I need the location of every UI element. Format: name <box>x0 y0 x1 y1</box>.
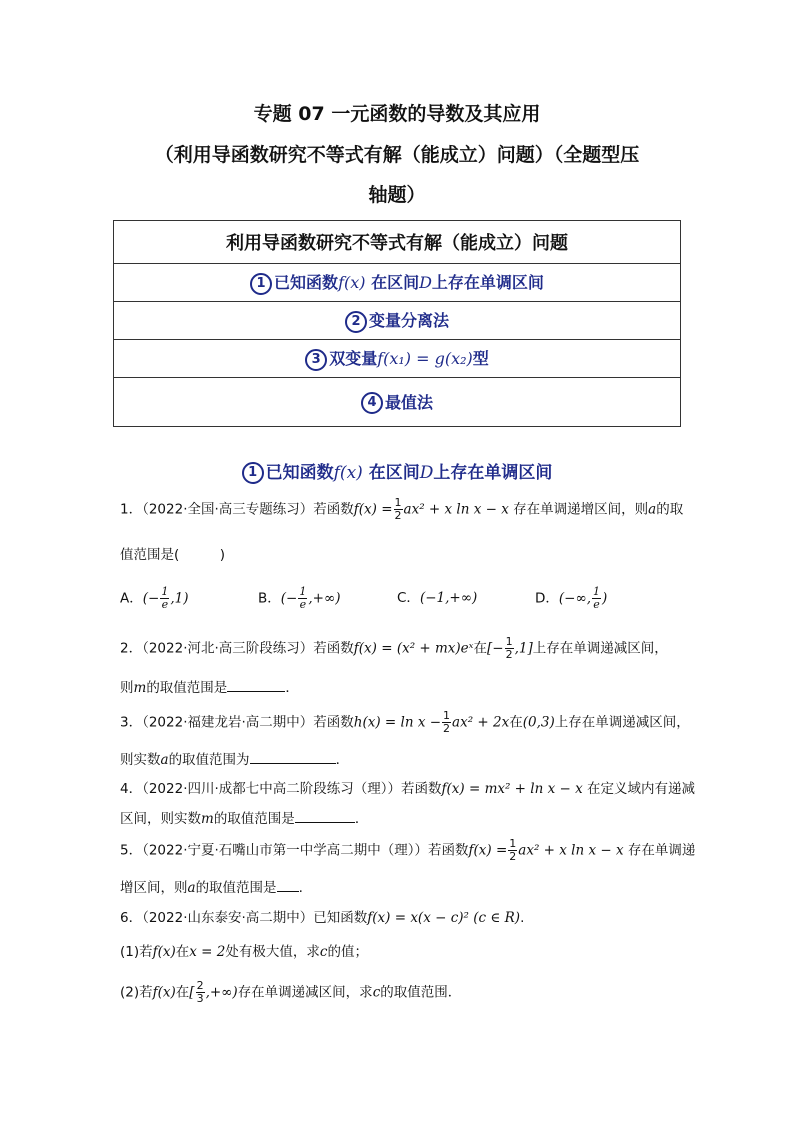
section-text: 上存在单调区间 <box>433 463 553 483</box>
question-text: 在 <box>509 714 523 731</box>
circled-number: 1 <box>242 462 264 484</box>
question-5-cont: 增区间，则a的取值范围是 . <box>120 880 303 896</box>
answer-blank[interactable] <box>277 891 299 892</box>
question-1 <box>120 497 683 522</box>
math-expr: (0,3) <box>522 714 555 731</box>
math-expr: ax² + 2x <box>452 714 510 731</box>
math-expr: f(x) = <box>353 501 393 518</box>
topic-table <box>113 220 681 427</box>
answer-blank[interactable] <box>227 691 285 692</box>
option-b: B．(− $\frac{1}{e}$ ,+∞) <box>258 585 341 611</box>
topic-text: 在区间 <box>371 273 420 293</box>
question-text: 上存在单调递减区间， <box>554 714 690 731</box>
math-expr: D <box>419 463 434 483</box>
circled-number: 2 <box>345 311 367 333</box>
topic-text: 上存在单调区间 <box>431 273 544 293</box>
question-text: 上存在单调递减区间， <box>532 640 668 657</box>
question-text: 在 <box>473 640 487 657</box>
topic-item-4 <box>114 378 681 427</box>
question-text: 2．（2022·河北·高三阶段练习）若函数 <box>120 640 354 657</box>
option-a: A．(− $\frac{1}{e}$ ,1) <box>120 585 189 611</box>
math-expr: [− <box>486 640 504 657</box>
topic-item-2 <box>114 302 681 340</box>
answer-blank[interactable] <box>295 822 355 823</box>
topic-text: 双变量 <box>329 349 378 369</box>
math-expr: f(x) <box>333 463 363 483</box>
question-5 <box>120 838 695 863</box>
question-text: 6．（2022·山东泰安·高二期中）已知函数 <box>120 910 368 926</box>
math-expr: f(x) <box>338 273 366 293</box>
question-text: . <box>520 910 525 926</box>
math-var: a <box>648 501 657 518</box>
circled-number: 1 <box>250 273 272 295</box>
section-heading <box>0 458 794 484</box>
topic-table-header: 利用导函数研究不等式有解（能成立）问题 <box>114 221 681 264</box>
math-expr: D <box>419 273 432 293</box>
question-2 <box>120 636 668 661</box>
math-expr: f(x) = (x² + mx)eˣ <box>353 640 474 657</box>
question-text: 的取 <box>656 501 684 518</box>
question-text: 4．（2022·四川·成都七中高二阶段练习（理））若函数 <box>120 781 442 797</box>
option-d: D．(−∞, $\frac{1}{e}$ ) <box>535 585 608 611</box>
fraction: $\frac{1}{2}$ <box>443 709 451 735</box>
topic-text: 已知函数 <box>274 273 339 293</box>
doc-title-line2: （利用导函数研究不等式有解（能成立）问题）（全题型压 <box>154 144 640 166</box>
doc-title-line1: 专题 07 一元函数的导数及其应用 <box>253 103 541 125</box>
question-1-cont: 值范围是( ) <box>120 547 226 563</box>
math-expr: ax² + x ln x − x <box>403 501 509 518</box>
topic-text: 型 <box>472 349 489 369</box>
question-6-part-2: (2)若f(x)在[ $\frac{2}{3}$ ,+∞)存在单调递减区间，求c的取值范围． <box>120 979 462 1005</box>
math-expr: ,1] <box>514 640 533 657</box>
question-3 <box>120 710 690 735</box>
math-expr: ax² + x ln x − x <box>518 842 624 859</box>
question-2-cont: 则m的取值范围是 ． <box>120 680 299 696</box>
topic-item-3 <box>114 340 681 378</box>
fraction: $\frac{1}{2}$ <box>394 496 402 522</box>
question-3-cont: 则实数a的取值范围为 ． <box>120 752 350 768</box>
option-c: C．(−1,+∞) <box>397 590 478 606</box>
topic-item-1 <box>114 264 681 302</box>
circled-number: 4 <box>361 392 383 414</box>
question-text: 存在单调递增区间，则 <box>513 501 649 518</box>
fraction: $\frac{1}{2}$ <box>509 837 517 863</box>
math-expr: h(x) = ln x − <box>353 714 442 731</box>
question-text: 在定义域内有递减 <box>587 781 696 797</box>
question-4-cont: 区间，则实数m的取值范围是 ． <box>120 811 369 827</box>
question-text: 存在单调递 <box>627 842 696 859</box>
circled-number: 3 <box>305 349 327 371</box>
question-6 <box>120 906 524 926</box>
question-6-part-1: (1)若f(x)在x = 2处有极大值，求c的值； <box>120 944 368 960</box>
topic-text: 变量分离法 <box>368 311 449 331</box>
math-expr: f(x) = x(x − c)² (c ∈ R) <box>367 910 521 926</box>
question-text: 5．（2022·宁夏·石嘴山市第一中学高二期中（理））若函数 <box>120 842 469 859</box>
question-4 <box>120 777 695 797</box>
question-text: 1．（2022·全国·高三专题练习）若函数 <box>120 501 354 518</box>
topic-text: 最值法 <box>384 392 433 412</box>
answer-blank[interactable] <box>250 763 336 764</box>
math-expr: f(x) = <box>468 842 508 859</box>
doc-title-line3: 轴题） <box>368 184 426 206</box>
math-expr: f(x) = mx² + ln x − x <box>441 781 583 797</box>
math-expr: f(x₁) = g(x₂) <box>377 349 473 369</box>
section-text: 在区间 <box>368 463 420 483</box>
section-text: 已知函数 <box>265 463 334 483</box>
question-text: 3．（2022·福建龙岩·高二期中）若函数 <box>120 714 354 731</box>
fraction: $\frac{1}{2}$ <box>505 635 513 661</box>
